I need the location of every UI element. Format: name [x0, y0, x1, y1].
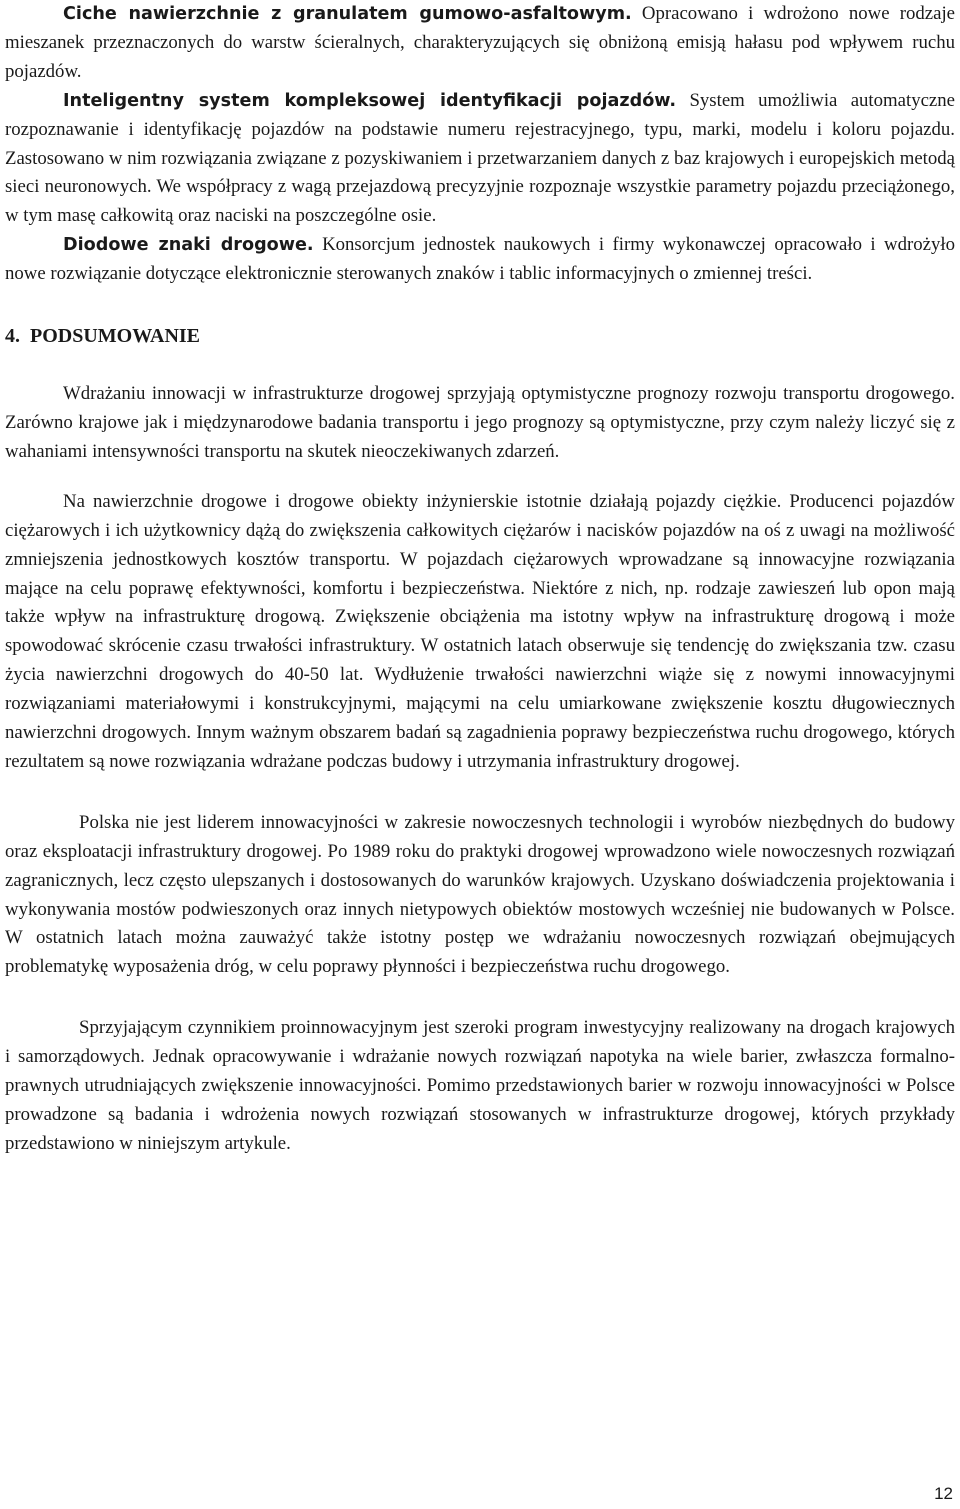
- spacer: [5, 289, 955, 322]
- intro-item-text: System umożliwia automatyczne rozpoznawanie i identyfikację pojazdów na podstawie numeru rejestracyjnego, typu, marki, modelu i koloru pojazdu. Zastosowano w nim rozwiązania związane z pozyskiwaniem i przetwarzaniem danych z baz krajowych i europejskich metodą sieci neuronowych. We współpracy z wagą przejazdową precyzyjnie rozpoznaje wszystkie parametry pojazdu przeciążonego, w tym masę całkowitą oraz naciski na poszczególne osie.: [5, 89, 955, 227]
- intro-item-lead: Ciche nawierzchnie z granulatem gumowo-asfaltowym.: [63, 4, 632, 24]
- intro-item-rubber-asphalt: [5, 0, 955, 87]
- spacer: [5, 350, 955, 380]
- paragraph-investment-program: Sprzyjającym czynnikiem proinnowacyjnym jest szeroki program inwestycyjny realizowany na drogach krajowych i samorządowych. Jednak opracowywanie i wdrażanie nowych rozwiązań napotyka na wiele barier, zwłaszcza formalno-prawnych utrudniających zwiększenie innowacyjności. Pomimo przedstawionych barier w rozwoju innowacyjności w Polsce prowadzone są badania i wdrożenia nowych rozwiązań stosowanych w infrastrukturze drogowej, których przykłady przedstawiono w niniejszym artykule.: [5, 1017, 955, 1154]
- section-title: PODSUMOWANIE: [30, 325, 201, 348]
- intro-item-diode-signs: [5, 231, 955, 289]
- page-number: 12: [934, 1484, 953, 1503]
- document-page: [5, 0, 955, 1159]
- intro-item-vehicle-identification: [5, 87, 955, 232]
- intro-item-lead: Diodowe znaki drogowe.: [63, 235, 314, 256]
- paragraph-poland-innovation: Polska nie jest liderem innowacyjności w zakresie nowoczesnych technologii i wyrobów niezbędnych do budowy oraz eksploatacji infrastruktury drogowej. Po 1989 roku do praktyki drogowej wprowadzono wiele nowoczesnych rozwiązań zagranicznych, lecz często ulepszanych i dostosowanych do warunków krajowych. Uzyskano doświadczenia projektowania i wykonywania mostów podwieszonych oraz innych nietypowych obiektów mostowych wcześniej nie budowanych w Polsce. W ostatnich latach można zauważyć także istotny postęp we wdrażaniu nowoczesnych rozwiązań obejmujących problematykę wyposażenia dróg, w celu poprawy płynności i bezpieczeństwa ruchu drogowego.: [5, 811, 955, 978]
- paragraph-forecasts: Wdrażaniu innowacji w infrastrukturze drogowej sprzyjają optymistyczne prognozy rozwoju transportu drogowego. Zarówno krajowe jak i międzynarodowe badania transportu i jego prognozy są optymistyczne, przy czym należy liczyć się z wahaniami intensywności transportu na skutek nieoczekiwanych zdarzeń.: [5, 383, 955, 462]
- spacer: [5, 982, 955, 1014]
- intro-item-lead: Inteligentny system kompleksowej identyfikacji pojazdów.: [63, 90, 677, 111]
- spacer: [5, 467, 955, 488]
- intro-item-text: Opracowano i wdrożono nowe rodzaje mieszanek przeznaczonych do warstw ścieralnych, charakteryzujących się obniżoną emisją hałasu pod wpływem ruchu pojazdów.: [5, 3, 956, 82]
- intro-item-text: Konsorcjum jednostek naukowych i firmy wykonawczej opracowało i wdrożyło nowe rozwiązanie dotyczące elektronicznie sterowanych znaków i tablic informacyjnych o zmiennej treści.: [5, 234, 955, 285]
- paragraph-heavy-vehicles: Na nawierzchnie drogowe i drogowe obiekty inżynierskie istotnie działają pojazdy ciężkie. Producenci pojazdów ciężarowych i ich użytkownicy dążą do zwiększenia całkowitych ciężarów i nacisków pojazdów na oś z uwagi na możliwość zmniejszenia jednostkowych kosztów transportu. W pojazdach ciężarowych wprowadzane są innowacyjne rozwiązania mające na celu poprawę efektywności, komfortu i bezpieczeństwa. Niektóre z nich, np. rodzaje zawieszeń lub opon mają także wpływ na infrastrukturę drogową. Zwiększenie obciążenia ma istotny wpływ na infrastrukturę drogową i może spowodować skrócenie czasu trwałości infrastruktury. W ostatnich latach obserwuje się tendencję do zwiększania tzw. czasu życia nawierzchni drogowych do 40-50 lat. Wydłużenie trwałości nawierzchni wiąże się z nowymi innowacyjnymi rozwiązaniami materiałowymi i konstrukcyjnymi, mającymi na celu umiarkowane zwiększenie kosztu długowiecznych nawierzchni drogowych. Innym ważnym obszarem badań są zagadnienia poprawy bezpieczeństwa ruchu drogowego, których rezultatem są nowe rozwiązania wdrażane podczas budowy i utrzymania infrastruktury drogowej.: [5, 490, 955, 772]
- spacer: [5, 777, 955, 809]
- section-heading: [5, 322, 955, 350]
- section-number: 4.: [5, 325, 20, 348]
